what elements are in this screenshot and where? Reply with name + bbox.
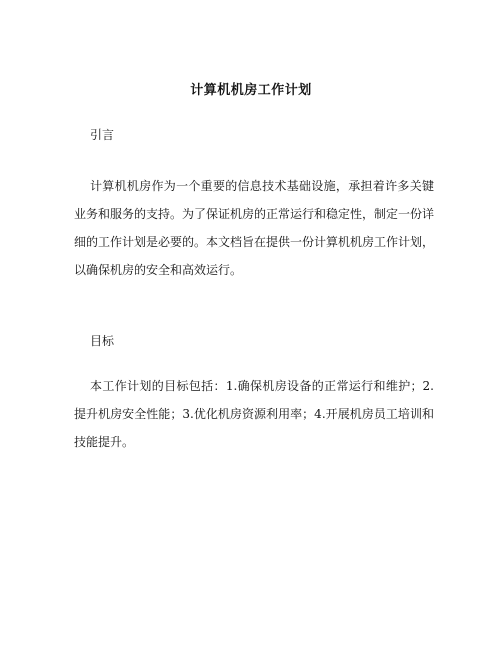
section-body-goals: 本工作计划的目标包括：1.确保机房设备的正常运行和维护；2.提升机房安全性能；3.优化机房资源利用率；4.开展机房员工培训和技能提升。 bbox=[74, 379, 434, 449]
section-heading-intro: 引言 bbox=[90, 128, 115, 142]
section-body-intro: 计算机机房作为一个重要的信息技术基础设施，承担着许多关键业务和服务的支持。为了保证机房的正常运行和稳定性，制定一份详细的工作计划是必要的。本文档旨在提供一份计算机机房工作计划，以确保机房的安全和高效运行。 bbox=[74, 179, 435, 277]
section-heading-goals: 目标 bbox=[90, 334, 115, 348]
document-title: 计算机机房工作计划 bbox=[190, 83, 312, 98]
